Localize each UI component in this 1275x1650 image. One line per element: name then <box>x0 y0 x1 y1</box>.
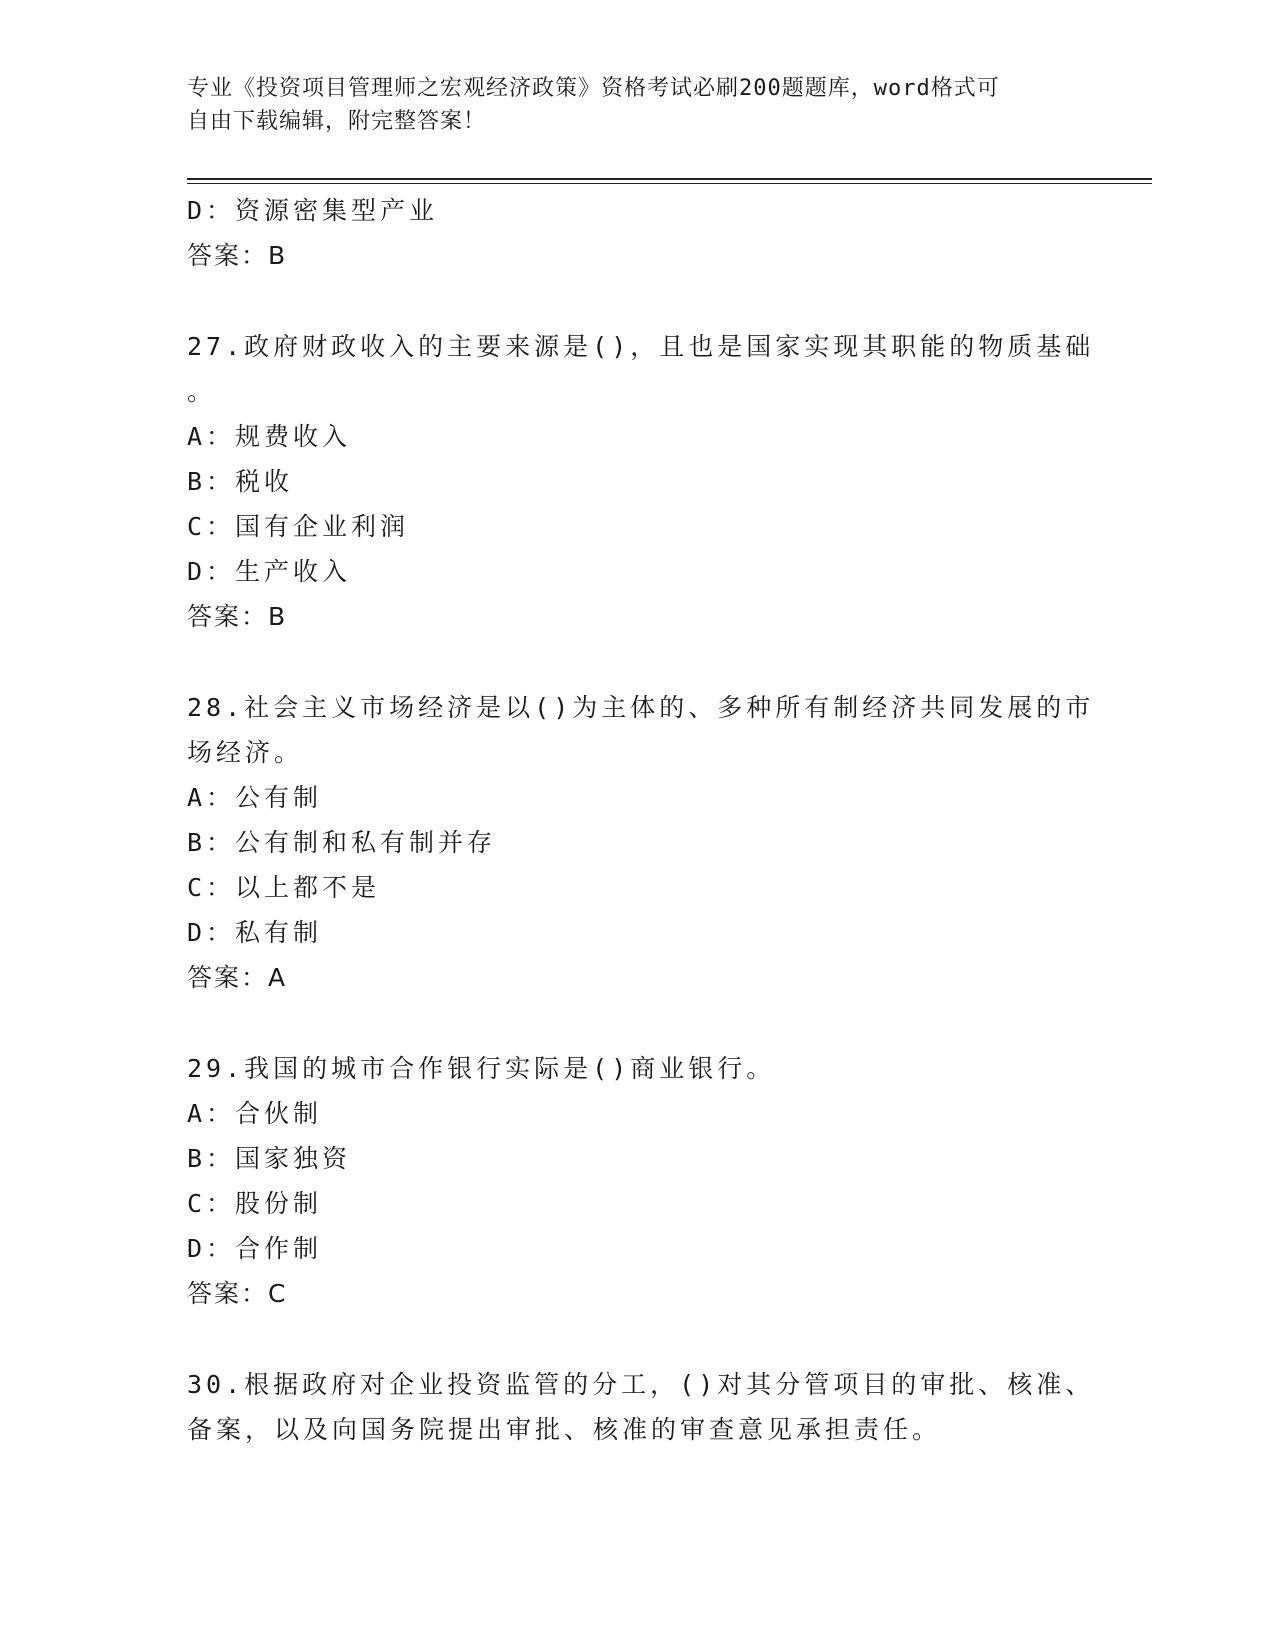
question-28 <box>187 685 1095 1000</box>
header-divider-thin <box>187 183 1152 184</box>
question-stem-line-1: 28.社会主义市场经济是以()为主体的、多种所有制经济共同发展的市 <box>187 693 1095 722</box>
option-b: B：税收 <box>187 467 294 496</box>
option-a: A：公有制 <box>187 783 323 812</box>
question-stem-line-1: 30.根据政府对企业投资监管的分工，()对其分管项目的审批、核准、 <box>187 1370 1095 1399</box>
header-title-line-2: 自由下载编辑，附完整答案！ <box>187 109 487 134</box>
option-d: D：生产收入 <box>187 557 352 586</box>
option-c: C：国有企业利润 <box>187 512 410 541</box>
question-stem-line-2: 。 <box>187 377 217 406</box>
header-divider-thick <box>187 178 1152 180</box>
answer-line: 答案：A <box>187 963 288 992</box>
question-27 <box>187 324 1095 639</box>
page-header <box>187 72 1067 138</box>
option-b: B：公有制和私有制并存 <box>187 828 497 857</box>
option-d: D：合作制 <box>187 1234 323 1263</box>
question-29 <box>187 1046 1077 1316</box>
answer-line: 答案：B <box>187 602 288 631</box>
option-a: A：合伙制 <box>187 1099 323 1128</box>
answer-line: 答案：B <box>187 241 288 270</box>
question-stem-line-1: 27.政府财政收入的主要来源是()，且也是国家实现其职能的物质基础 <box>187 332 1095 361</box>
header-title-line-1: 专业《投资项目管理师之宏观经济政策》资格考试必刷200题题库，word格式可 <box>187 76 1000 101</box>
question-26-tail <box>187 188 1077 278</box>
question-stem-line-2: 备案，以及向国务院提出审批、核准的审查意见承担责任。 <box>187 1415 942 1444</box>
option-d: D：资源密集型产业 <box>187 196 439 225</box>
option-d: D：私有制 <box>187 918 323 947</box>
question-30 <box>187 1362 1095 1452</box>
question-list <box>187 188 1095 1452</box>
question-stem-line-2: 场经济。 <box>187 738 304 767</box>
option-c: C：以上都不是 <box>187 873 381 902</box>
option-b: B：国家独资 <box>187 1144 352 1173</box>
option-a: A：规费收入 <box>187 422 352 451</box>
answer-line: 答案：C <box>187 1279 288 1308</box>
question-stem-line-1: 29.我国的城市合作银行实际是()商业银行。 <box>187 1054 776 1083</box>
option-c: C：股份制 <box>187 1189 323 1218</box>
